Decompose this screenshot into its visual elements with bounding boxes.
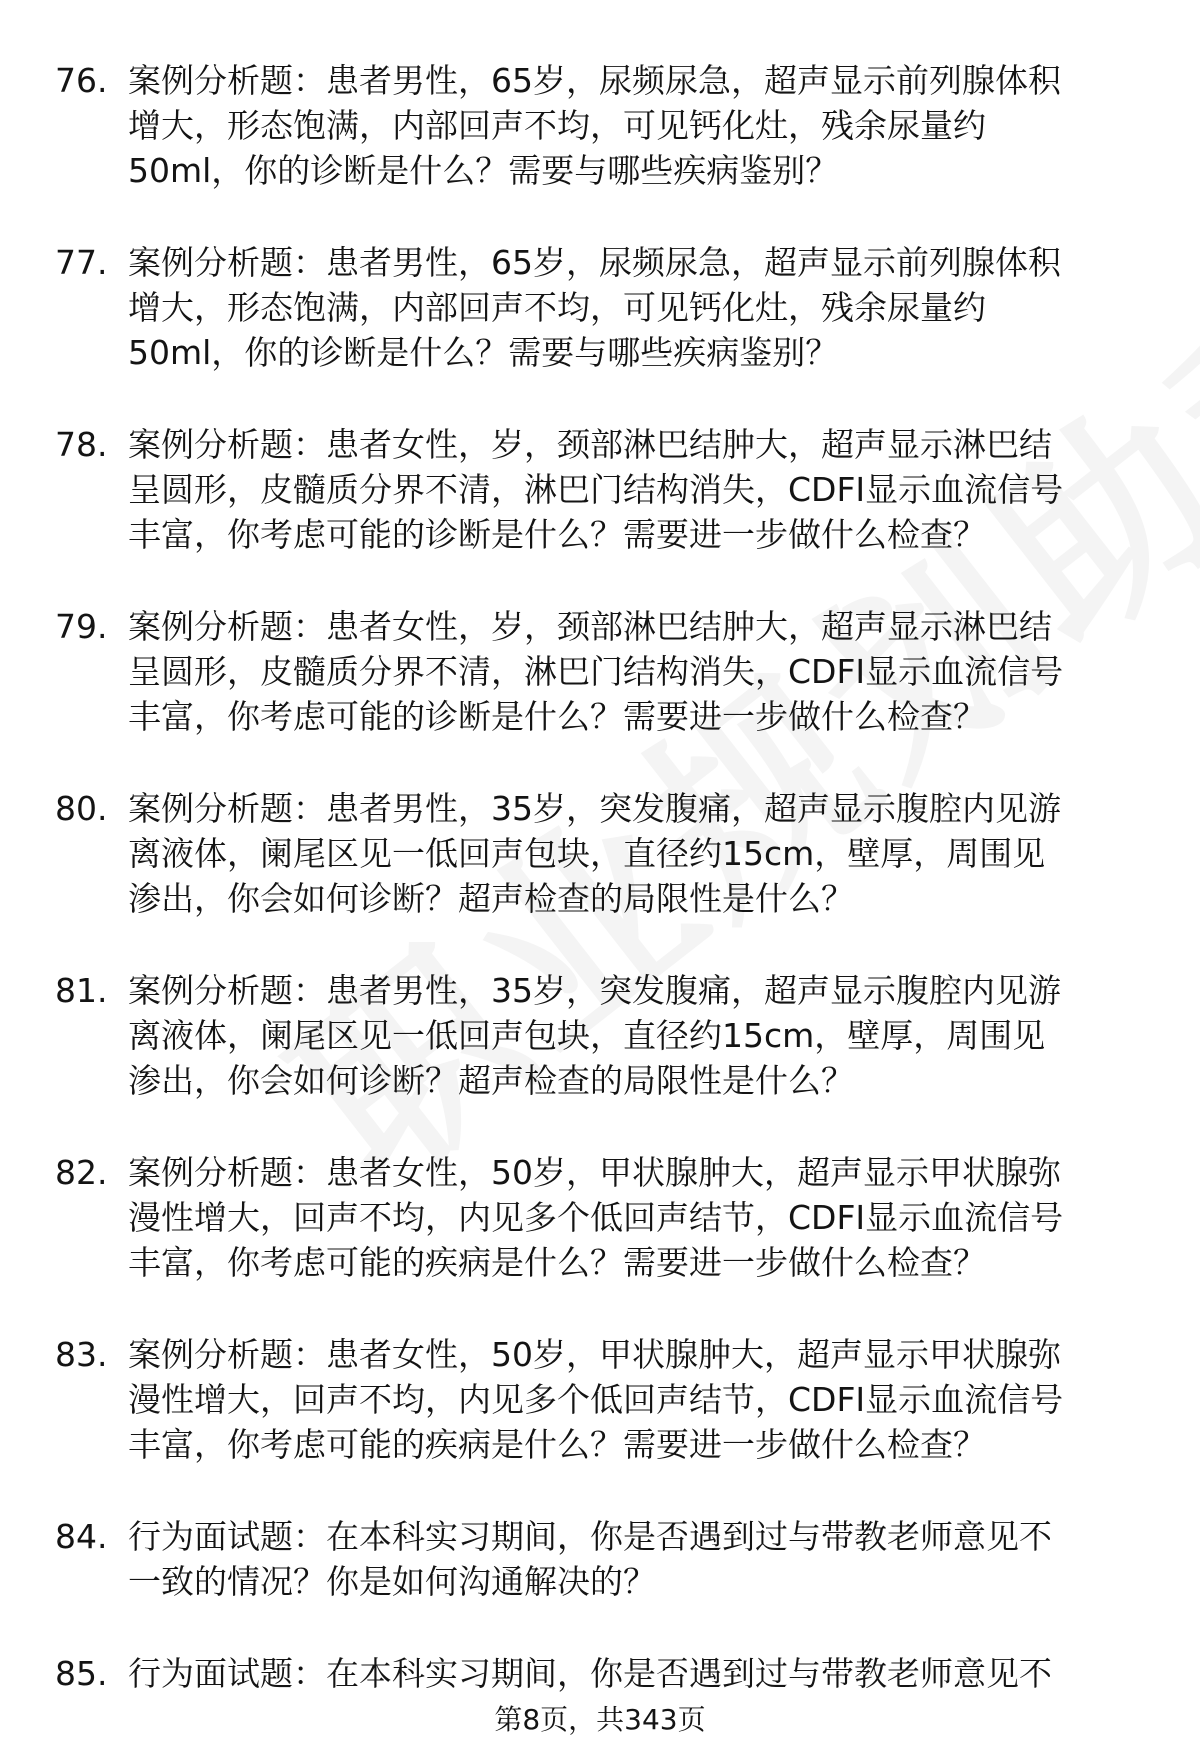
question-item [0, 786, 1200, 921]
question-number: 83. [55, 1335, 108, 1374]
question-line: 离液体，阑尾区见一低回声包块，直径约15cm，壁厚，周围见 [128, 834, 1046, 873]
question-line: 案例分析题：患者男性，35岁，突发腹痛，超声显示腹腔内见游 [128, 789, 1061, 828]
question-line: 增大，形态饱满，内部回声不均，可见钙化灶，残余尿量约 [128, 288, 986, 327]
question-number: 76. [55, 61, 108, 100]
question-item [0, 58, 1200, 193]
question-line: 离液体，阑尾区见一低回声包块，直径约15cm，壁厚，周围见 [128, 1016, 1046, 1055]
question-number: 80. [55, 789, 108, 828]
question-line: 案例分析题：患者男性，65岁，尿频尿急，超声显示前列腺体积 [128, 61, 1061, 100]
question-number: 77. [55, 243, 108, 282]
question-item [0, 1332, 1200, 1467]
question-number: 78. [55, 425, 108, 464]
question-number: 79. [55, 607, 108, 646]
question-number: 82. [55, 1153, 108, 1192]
question-line: 案例分析题：患者男性，35岁，突发腹痛，超声显示腹腔内见游 [128, 971, 1061, 1010]
question-line: 丰富，你考虑可能的诊断是什么？需要进一步做什么检查？ [128, 515, 986, 554]
question-line: 渗出，你会如何诊断？超声检查的局限性是什么？ [128, 879, 854, 918]
question-line: 丰富，你考虑可能的疾病是什么？需要进一步做什么检查？ [128, 1425, 986, 1464]
question-line: 漫性增大，回声不均，内见多个低回声结节，CDFI显示血流信号 [128, 1380, 1064, 1419]
question-line: 一致的情况？你是如何沟通解决的？ [128, 1562, 656, 1601]
question-line: 渗出，你会如何诊断？超声检查的局限性是什么？ [128, 1061, 854, 1100]
question-item [0, 422, 1200, 557]
question-line: 增大，形态饱满，内部回声不均，可见钙化灶，残余尿量约 [128, 106, 986, 145]
page-footer: 第8页，共343页 [494, 1703, 706, 1736]
question-number: 81. [55, 971, 108, 1010]
question-item [0, 968, 1200, 1103]
question-line: 50ml，你的诊断是什么？需要与哪些疾病鉴别？ [128, 333, 839, 372]
question-line: 呈圆形，皮髓质分界不清，淋巴门结构消失，CDFI显示血流信号 [128, 470, 1064, 509]
question-line: 案例分析题：患者女性，50岁，甲状腺肿大，超声显示甲状腺弥 [128, 1335, 1061, 1374]
question-number: 85. [55, 1654, 108, 1693]
question-line: 呈圆形，皮髓质分界不清，淋巴门结构消失，CDFI显示血流信号 [128, 652, 1064, 691]
question-line: 丰富，你考虑可能的疾病是什么？需要进一步做什么检查？ [128, 1243, 986, 1282]
question-line: 行为面试题：在本科实习期间，你是否遇到过与带教老师意见不 [128, 1517, 1052, 1556]
question-item [0, 1150, 1200, 1285]
question-line: 漫性增大，回声不均，内见多个低回声结节，CDFI显示血流信号 [128, 1198, 1064, 1237]
question-item [0, 240, 1200, 375]
question-list [0, 58, 1200, 1743]
question-line: 案例分析题：患者女性，50岁，甲状腺肿大，超声显示甲状腺弥 [128, 1153, 1061, 1192]
question-item [0, 1651, 1200, 1696]
question-line: 案例分析题：患者女性，岁，颈部淋巴结肿大，超声显示淋巴结 [128, 425, 1052, 464]
question-line: 行为面试题：在本科实习期间，你是否遇到过与带教老师意见不 [128, 1654, 1052, 1693]
question-item [0, 1514, 1200, 1604]
question-line: 案例分析题：患者女性，岁，颈部淋巴结肿大，超声显示淋巴结 [128, 607, 1052, 646]
question-number: 84. [55, 1517, 108, 1556]
question-line: 丰富，你考虑可能的诊断是什么？需要进一步做什么检查？ [128, 697, 986, 736]
question-line: 50ml，你的诊断是什么？需要与哪些疾病鉴别？ [128, 151, 839, 190]
question-item [0, 604, 1200, 739]
question-line: 案例分析题：患者男性，65岁，尿频尿急，超声显示前列腺体积 [128, 243, 1061, 282]
